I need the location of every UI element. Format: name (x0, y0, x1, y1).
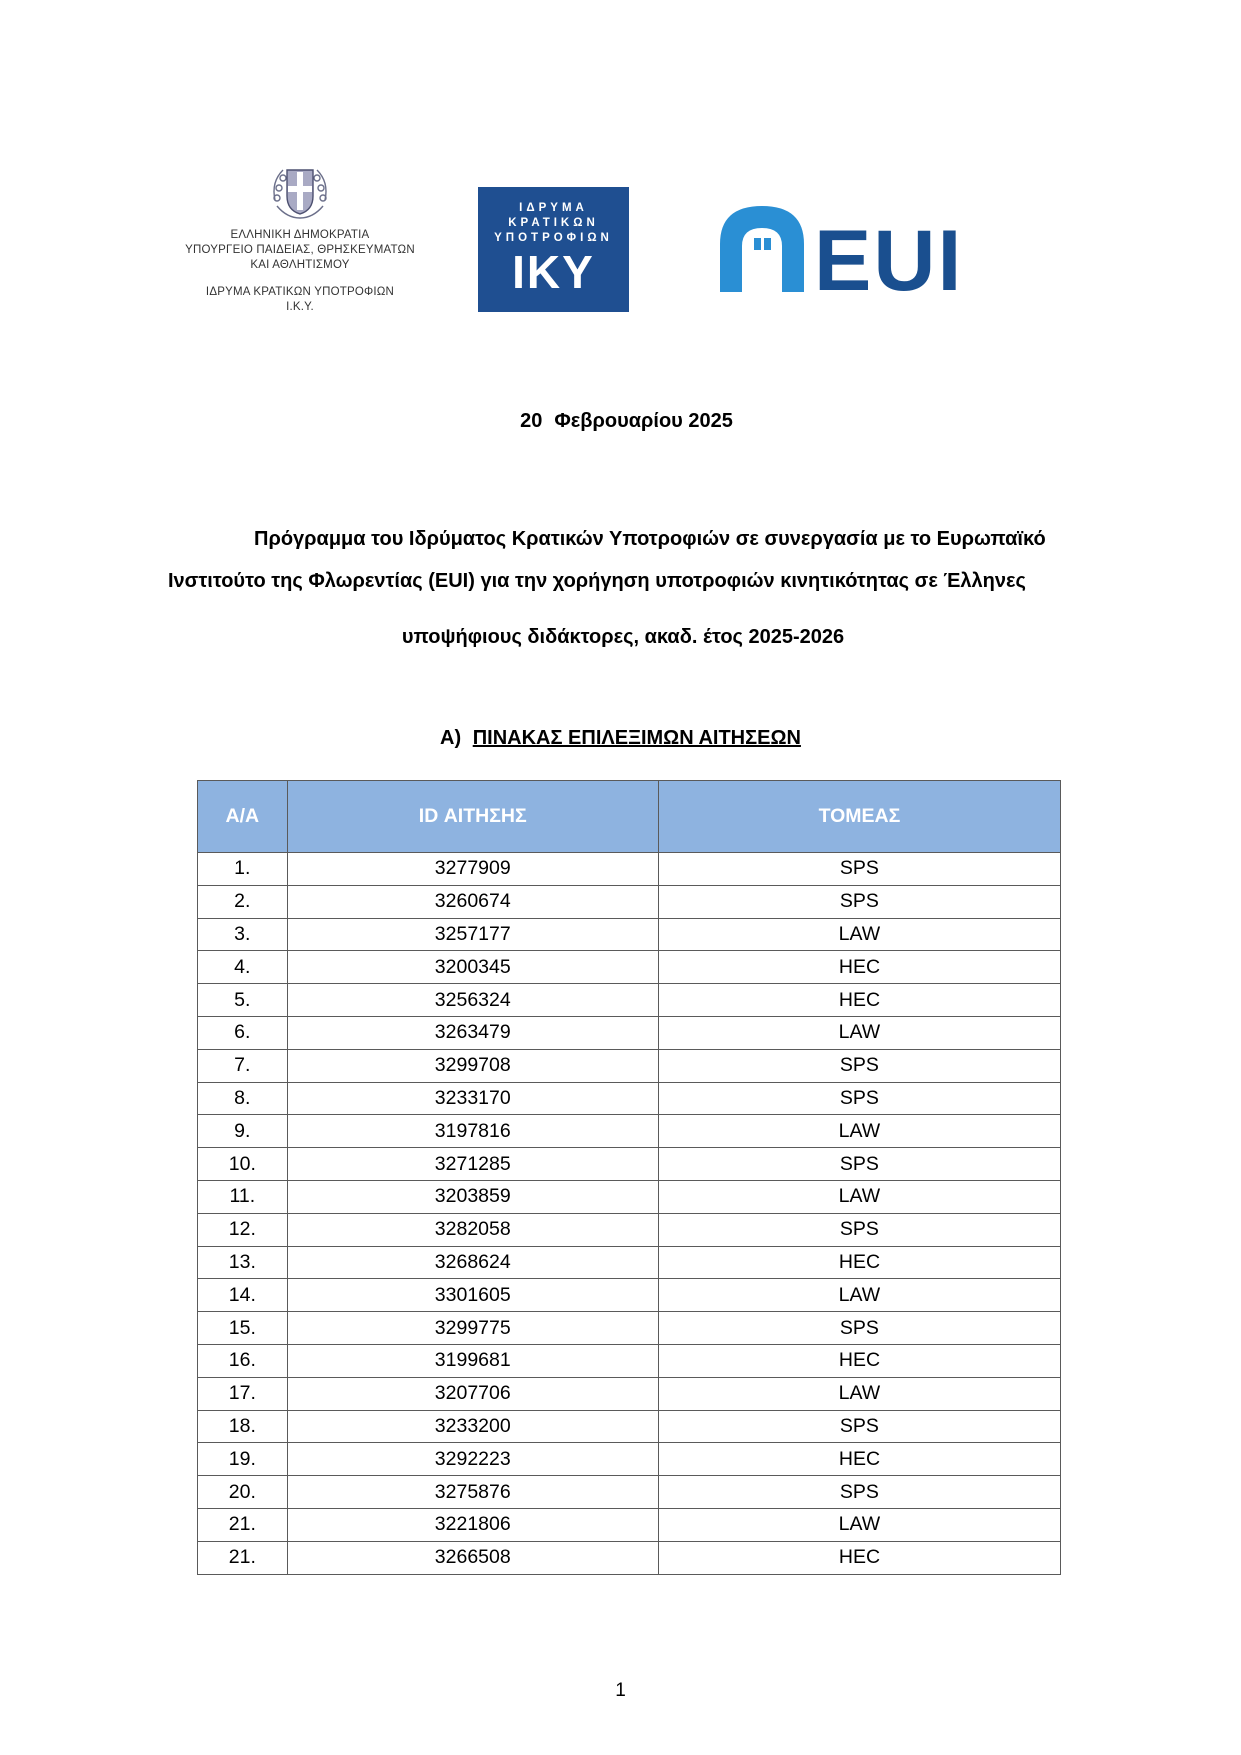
application-id-cell: 3263479 (287, 1016, 658, 1049)
row-number-cell: 2. (198, 885, 288, 918)
row-number-cell: 8. (198, 1082, 288, 1115)
sector-cell: SPS (658, 853, 1060, 886)
table-row (198, 1476, 1061, 1509)
table-row (198, 1246, 1061, 1279)
table-row (198, 1443, 1061, 1476)
table-row (198, 885, 1061, 918)
sector-cell: SPS (658, 1410, 1060, 1443)
table-row (198, 1049, 1061, 1082)
application-id-cell: 3200345 (287, 951, 658, 984)
sector-cell: HEC (658, 1541, 1060, 1574)
row-number-cell: 4. (198, 951, 288, 984)
ministry-line: ΥΠΟΥΡΓΕΙΟ ΠΑΙΔΕΙΑΣ, ΘΡΗΣΚΕΥΜΑΤΩΝ (185, 244, 415, 256)
intro-line-2: Ινστιτούτο της Φλωρεντίας (EUI) για την χορήγηση υποτροφιών κινητικότητας σε Έλληνες (168, 570, 1026, 592)
table-row (198, 1508, 1061, 1541)
sector-cell: SPS (658, 1312, 1060, 1345)
application-id-cell: 3271285 (287, 1148, 658, 1181)
application-id-cell: 3199681 (287, 1344, 658, 1377)
row-number-cell: 9. (198, 1115, 288, 1148)
row-number-cell: 21. (198, 1541, 288, 1574)
row-number-cell: 17. (198, 1377, 288, 1410)
table-row (198, 1377, 1061, 1410)
sector-cell: SPS (658, 1049, 1060, 1082)
table-row (198, 1082, 1061, 1115)
row-number-cell: 18. (198, 1410, 288, 1443)
sector-cell: LAW (658, 1279, 1060, 1312)
table-row (198, 1115, 1061, 1148)
column-header-application-id: ID ΑΙΤΗΣΗΣ (287, 781, 658, 853)
column-header-aa: Α/Α (198, 781, 288, 853)
sector-cell: LAW (658, 918, 1060, 951)
table-row (198, 1541, 1061, 1574)
table-row (198, 1312, 1061, 1345)
application-id-cell: 3207706 (287, 1377, 658, 1410)
table-row (198, 1213, 1061, 1246)
application-id-cell: 3233200 (287, 1410, 658, 1443)
row-number-cell: 5. (198, 984, 288, 1017)
sector-cell: LAW (658, 1180, 1060, 1213)
ministry-org-line: ΙΔΡΥΜΑ ΚΡΑΤΙΚΩΝ ΥΠΟΤΡΟΦΙΩΝ (205, 286, 395, 298)
sector-cell: HEC (658, 1344, 1060, 1377)
row-number-cell: 14. (198, 1279, 288, 1312)
iky-logo-line: ΙΔΡΥΜΑ (519, 202, 588, 214)
row-number-cell: 7. (198, 1049, 288, 1082)
application-id-cell: 3256324 (287, 984, 658, 1017)
application-id-cell: 3292223 (287, 1443, 658, 1476)
eui-logo-text: EUI (814, 213, 964, 309)
table-row (198, 918, 1061, 951)
ministry-line: ΚΑΙ ΑΘΛΗΤΙΣΜΟΥ (250, 259, 350, 271)
row-number-cell: 1. (198, 853, 288, 886)
table-row (198, 1016, 1061, 1049)
sector-cell: LAW (658, 1016, 1060, 1049)
iky-logo (478, 187, 629, 312)
ministry-line: ΕΛΛΗΝΙΚΗ ΔΗΜΟΚΡΑΤΙΑ (230, 229, 370, 241)
table-row (198, 1148, 1061, 1181)
sector-cell: HEC (658, 984, 1060, 1017)
application-id-cell: 3197816 (287, 1115, 658, 1148)
row-number-cell: 19. (198, 1443, 288, 1476)
application-id-cell: 3268624 (287, 1246, 658, 1279)
sector-cell: SPS (658, 885, 1060, 918)
iky-logo-line: ΚΡΑΤΙΚΩΝ (508, 217, 599, 229)
sector-cell: LAW (658, 1377, 1060, 1410)
row-number-cell: 16. (198, 1344, 288, 1377)
section-prefix: Α) (440, 727, 462, 749)
application-id-cell: 3221806 (287, 1508, 658, 1541)
sector-cell: SPS (658, 1213, 1060, 1246)
iky-logo-line: ΥΠΟΤΡΟΦΙΩΝ (494, 232, 613, 244)
table-row (198, 1180, 1061, 1213)
row-number-cell: 10. (198, 1148, 288, 1181)
section-title (0, 727, 1241, 750)
application-id-cell: 3233170 (287, 1082, 658, 1115)
row-number-cell: 20. (198, 1476, 288, 1509)
date-day: 20 (520, 410, 543, 432)
sector-cell: HEC (658, 1443, 1060, 1476)
section-title-text: ΠΙΝΑΚΑΣ ΕΠΙΛΕΞΙΜΩΝ ΑΙΤΗΣΕΩΝ (472, 727, 801, 749)
date-month-year: Φεβρουαρίου 2025 (554, 410, 733, 432)
eligible-applications-table (197, 780, 1061, 1575)
sector-cell: SPS (658, 1082, 1060, 1115)
row-number-cell: 12. (198, 1213, 288, 1246)
sector-cell: SPS (658, 1148, 1060, 1181)
sector-cell: HEC (658, 951, 1060, 984)
eui-logo (718, 204, 964, 309)
application-id-cell: 3260674 (287, 885, 658, 918)
application-id-cell: 3299708 (287, 1049, 658, 1082)
sector-cell: SPS (658, 1476, 1060, 1509)
document-intro (168, 518, 1078, 658)
table-row (198, 1279, 1061, 1312)
table-row (198, 1344, 1061, 1377)
row-number-cell: 3. (198, 918, 288, 951)
ministry-org-line: Ι.Κ.Υ. (286, 301, 314, 313)
table-row (198, 853, 1061, 886)
row-number-cell: 15. (198, 1312, 288, 1345)
application-id-cell: 3203859 (287, 1180, 658, 1213)
row-number-cell: 21. (198, 1508, 288, 1541)
sector-cell: LAW (658, 1508, 1060, 1541)
table-row (198, 984, 1061, 1017)
application-id-cell: 3257177 (287, 918, 658, 951)
greek-coat-of-arms-icon (265, 160, 335, 222)
page-number: 1 (615, 1680, 626, 1701)
document-date (0, 410, 1241, 433)
row-number-cell: 13. (198, 1246, 288, 1279)
application-id-cell: 3299775 (287, 1312, 658, 1345)
application-id-cell: 3277909 (287, 853, 658, 886)
intro-line-3: υποψήφιους διδάκτορες, ακαδ. έτος 2025-2026 (401, 626, 845, 648)
iky-logo-abbr: ΙΚΥ (512, 246, 595, 298)
eui-arch-icon (720, 206, 804, 292)
row-number-cell: 11. (198, 1180, 288, 1213)
table-row (198, 951, 1061, 984)
sector-cell: LAW (658, 1115, 1060, 1148)
application-id-cell: 3266508 (287, 1541, 658, 1574)
application-id-cell: 3282058 (287, 1213, 658, 1246)
application-id-cell: 3275876 (287, 1476, 658, 1509)
column-header-sector: ΤΟΜΕΑΣ (658, 781, 1060, 853)
table-header-row (198, 781, 1061, 853)
sector-cell: HEC (658, 1246, 1060, 1279)
application-id-cell: 3301605 (287, 1279, 658, 1312)
ministry-logo (170, 160, 430, 315)
intro-line-1: Πρόγραμμα του Ιδρύματος Κρατικών Υποτροφιών σε συνεργασία με το Ευρωπαϊκό (254, 528, 1046, 550)
table-row (198, 1410, 1061, 1443)
row-number-cell: 6. (198, 1016, 288, 1049)
